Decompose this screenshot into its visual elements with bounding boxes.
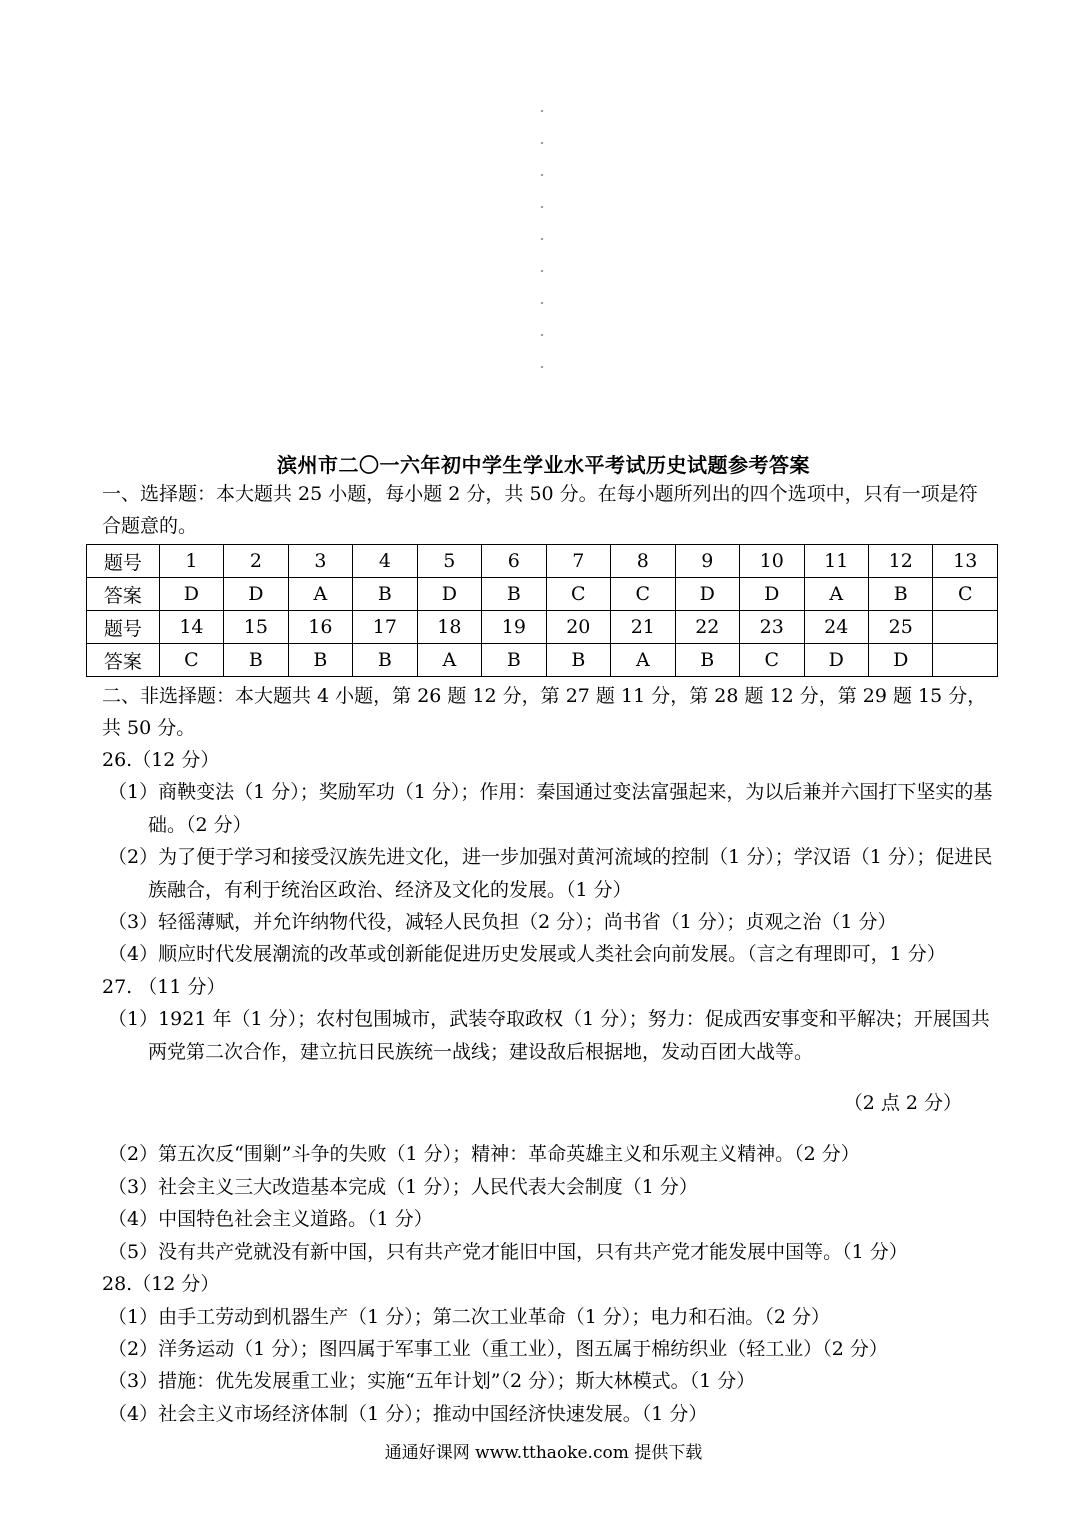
table-cell: 13 — [933, 545, 998, 578]
table-cell: 答案 — [87, 644, 160, 677]
score-note: （2 点 2 分） — [843, 1092, 962, 1115]
table-cell: 24 — [804, 611, 868, 644]
table-cell: B — [482, 578, 546, 611]
table-cell: C — [933, 578, 998, 611]
answer-item: （3）轻徭薄赋，并允许纳物代役，减轻人民负担（2 分）；尚书省（1 分）；贞观之治（1 分） — [108, 911, 897, 934]
table-cell: 答案 — [87, 578, 160, 611]
table-cell: 16 — [288, 611, 352, 644]
table-cell: B — [288, 644, 352, 677]
table-cell: 6 — [482, 545, 546, 578]
table-cell: 17 — [353, 611, 417, 644]
section1-heading: 一、选择题：本大题共 25 小题，每小题 2 分，共 50 分。在每小题所列出的四个选项中，只有一项是符合题意的。 — [102, 483, 978, 537]
answer-item: （1）由手工劳动到机器生产（1 分）；第二次工业革命（1 分）；电力和石油。（2 分） — [108, 1305, 830, 1328]
table-cell: 题号 — [87, 611, 160, 644]
table-cell: 3 — [288, 545, 352, 578]
table-cell: B — [869, 578, 933, 611]
table-row — [87, 611, 998, 644]
answer-item: （2）第五次反“围剿”斗争的失败（1 分）；精神：革命英雄主义和乐观主义精神。（2 分） — [108, 1143, 860, 1166]
table-cell: 12 — [869, 545, 933, 578]
table-cell: 18 — [417, 611, 481, 644]
table-cell: D — [159, 578, 223, 611]
table-cell: 1 — [159, 545, 223, 578]
table-cell: 25 — [869, 611, 933, 644]
table-cell: D — [740, 578, 804, 611]
table-cell: C — [611, 578, 675, 611]
page-title: 滨州市二〇一六年初中学生学业水平考试历史试题参考答案 — [277, 453, 810, 477]
table-cell: D — [224, 578, 288, 611]
question-26-label: 26.（12 分） — [102, 749, 220, 771]
answer-item: （4）中国特色社会主义道路。（1 分） — [108, 1208, 433, 1231]
section2-heading: 二、非选择题：本大题共 4 小题，第 26 题 12 分，第 27 题 11 分，第 28 题 12 分，第 29 题 15 分，共 50 分。 — [102, 685, 987, 739]
table-row — [87, 644, 998, 677]
question-27-label: 27. （11 分） — [102, 975, 226, 998]
answer-item: （2）为了便于学习和接受汉族先进文化，进一步加强对黄河流域的控制（1 分）；学汉语（1 分）；促进民族融合，有利于统治区政治、经济及文化的发展。（1 分） — [108, 846, 993, 901]
table-cell: B — [353, 578, 417, 611]
table-cell: D — [869, 644, 933, 677]
question-28-label: 28.（12 分） — [102, 1273, 220, 1296]
table-cell: D — [804, 644, 868, 677]
footer-text: 通通好课网 www.tthaoke.com 提供下载 — [384, 1443, 703, 1463]
table-cell: B — [353, 644, 417, 677]
answer-item: （2）洋务运动（1 分）；图四属于军事工业（重工业），图五属于棉纺织业（轻工业）（2 分） — [108, 1337, 888, 1360]
table-cell: D — [675, 578, 739, 611]
answer-item: （3）措施：优先发展重工业；实施“五年计划”（2 分）；斯大林模式。（1 分） — [108, 1370, 756, 1393]
table-cell: 11 — [804, 545, 868, 578]
table-cell: 19 — [482, 611, 546, 644]
table-cell: C — [159, 644, 223, 677]
table-cell: B — [546, 644, 610, 677]
table-cell: 15 — [224, 611, 288, 644]
table-cell: 22 — [675, 611, 739, 644]
table-cell — [933, 611, 998, 644]
table-cell: 5 — [417, 545, 481, 578]
table-cell: A — [611, 644, 675, 677]
answer-item: （5）没有共产党就没有新中国，只有共产党才能旧中国，只有共产党才能发展中国等。（1 分） — [108, 1240, 908, 1263]
answer-item: （4）社会主义市场经济体制（1 分）；推动中国经济快速发展。（1 分） — [108, 1402, 708, 1425]
answers-section — [102, 744, 1002, 1430]
table-row — [87, 545, 998, 578]
table-cell: B — [675, 644, 739, 677]
table-cell: A — [804, 578, 868, 611]
table-cell: 2 — [224, 545, 288, 578]
table-cell: 21 — [611, 611, 675, 644]
table-row — [87, 578, 998, 611]
answer-item: （1）1921 年（1 分）；农村包围城市，武装夺取政权（1 分）；努力：促成西安事变和平解决；开展国共两党第二次合作，建立抗日民族统一战线；建设敌后根据地，发动百团大战等。 — [108, 1008, 990, 1063]
table-cell: 14 — [159, 611, 223, 644]
table-cell: A — [288, 578, 352, 611]
binding-dots — [541, 110, 545, 398]
table-cell: A — [417, 644, 481, 677]
table-cell: 7 — [546, 545, 610, 578]
table-cell: 8 — [611, 545, 675, 578]
table-cell: B — [224, 644, 288, 677]
table-cell: D — [417, 578, 481, 611]
answer-item: （3）社会主义三大改造基本完成（1 分）；人民代表大会制度（1 分） — [108, 1175, 698, 1198]
table-cell: C — [740, 644, 804, 677]
answer-item: （4）顺应时代发展潮流的改革或创新能促进历史发展或人类社会向前发展。（言之有理即可，1 分） — [108, 943, 946, 966]
table-cell: 20 — [546, 611, 610, 644]
table-cell: C — [546, 578, 610, 611]
table-cell: 23 — [740, 611, 804, 644]
table-cell — [933, 644, 998, 677]
table-cell: 4 — [353, 545, 417, 578]
table-cell: 10 — [740, 545, 804, 578]
table-cell: 9 — [675, 545, 739, 578]
table-cell: B — [482, 644, 546, 677]
table-cell: 题号 — [87, 545, 160, 578]
answer-item: （1）商鞅变法（1 分）；奖励军功（1 分）；作用：秦国通过变法富强起来，为以后兼并六国打下坚实的基础。（2 分） — [108, 781, 993, 836]
answer-table — [86, 544, 998, 677]
